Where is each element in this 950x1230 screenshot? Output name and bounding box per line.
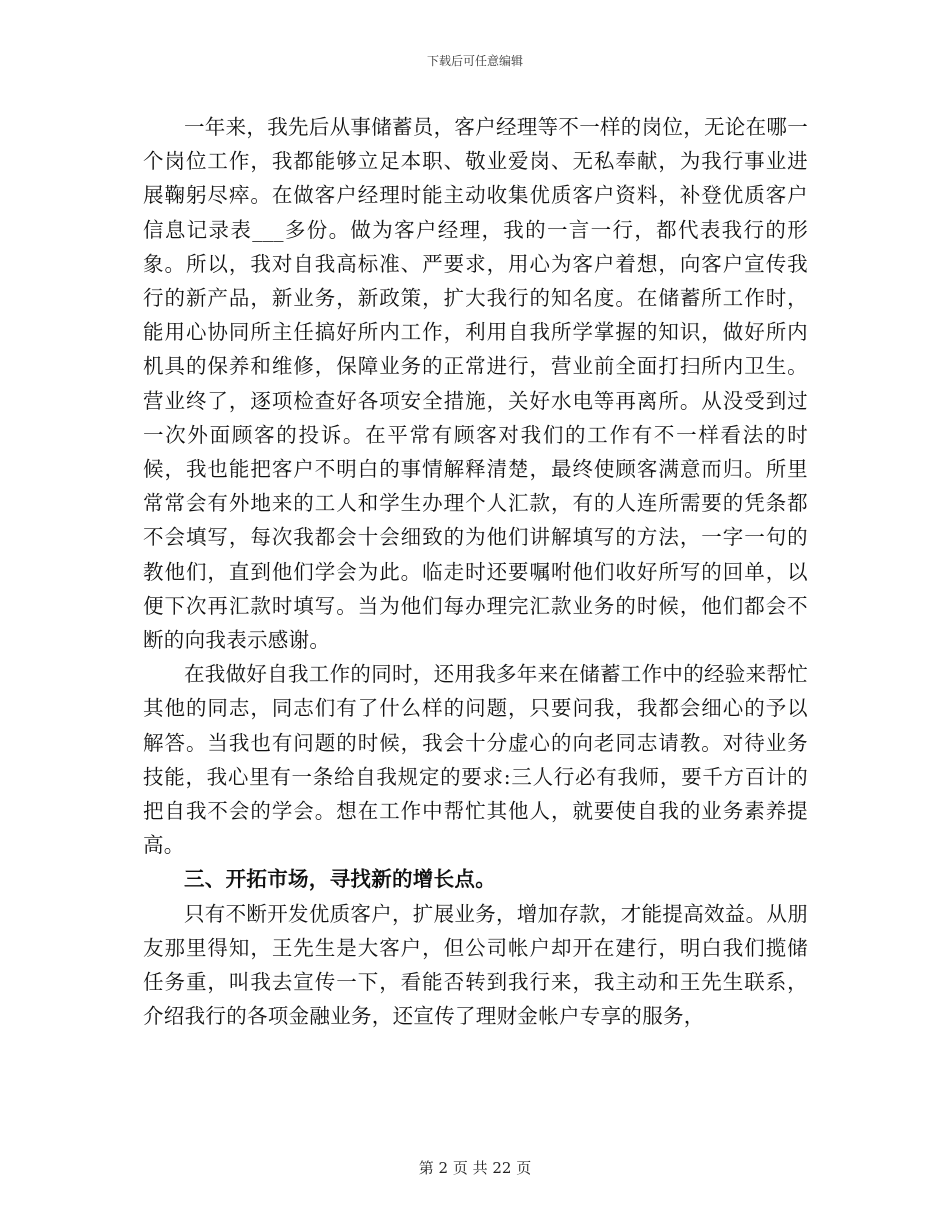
page-header: 下载后可任意编辑	[426, 54, 523, 68]
paragraph-work-history: 一年来，我先后从事储蓄员，客户经理等不一样的岗位，无论在哪一个岗位工作，我都能够立足本职、敬业爱岗、无私奉献，为我行事业进展鞠躬尽瘁。在做客户经理时能主动收集优质客户资料，补登优质客户信息记录表___多份。做为客户经理，我的一言一行，都代表我行的形象。所以，我对自我高标准、严要求，用心为客户着想，向客户宣传我行的新产品，新业务，新政策，扩大我行的知名度。在储蓄所工作时，能用心协同所主任搞好所内工作，利用自我所学掌握的知识，做好所内机具的保养和维修，保障业务的正常进行，营业前全面打扫所内卫生。营业终了，逐项检查好各项安全措施，关好水电等再离所。从没受到过一次外面顾客的投诉。在平常有顾客对我们的工作有不一样看法的时候，我也能把客户不明白的事情解释清楚，最终使顾客满意而归。所里常常会有外地来的工人和学生办理个人汇款，有的人连所需要的凭条都不会填写，每次我都会十会细致的为他们讲解填写的方法，一字一句的教他们，直到他们学会为此。临走时还要嘱咐他们收好所写的回单，以便下次再汇款时填写。当为他们每办理完汇款业务的时候，他们都会不断的向我表示感谢。	[143, 115, 808, 653]
paragraph-market-expansion: 只有不断开发优质客户，扩展业务，增加存款，才能提高效益。从朋友那里得知，王先生是大客户，但公司帐户却开在建行，明白我们揽储任务重，叫我去宣传一下，看能否转到我行来，我主动和王先生联系，介绍我行的各项金融业务，还宣传了理财金帐户专享的服务，	[143, 901, 808, 1029]
section-heading: 三、开拓市场，寻找新的增长点。	[184, 867, 496, 892]
document-body	[143, 110, 808, 1033]
page-number: 第 2 页 共 22 页	[418, 1159, 532, 1177]
paragraph-helping-colleagues: 在我做好自我工作的同时，还用我多年来在储蓄工作中的经验来帮忙其他的同志，同志们有了什么样的问题，只要问我，我都会细心的予以解答。当我也有问题的时候，我会十分虚心的向老同志请教。对待业务技能，我心里有一条给自我规定的要求:三人行必有我师，要千方百计的把自我不会的学会。想在工作中帮忙其他人，就要使自我的业务素养提高。	[143, 662, 808, 858]
